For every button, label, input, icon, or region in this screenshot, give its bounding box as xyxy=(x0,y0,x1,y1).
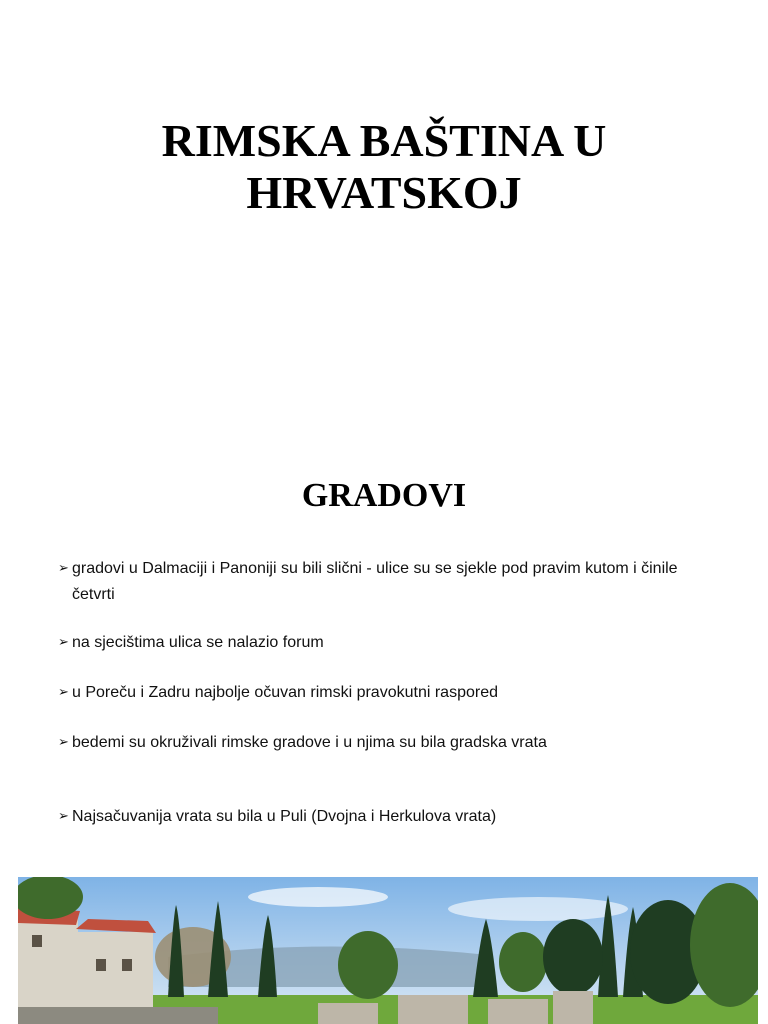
tree xyxy=(338,931,398,999)
road xyxy=(18,1007,218,1024)
ruin-wall xyxy=(318,1003,378,1024)
bullet-text: Najsačuvanija vrata su bila u Puli (Dvojna i Herkulova vrata) xyxy=(72,808,497,825)
bullet-item xyxy=(58,804,708,830)
stone-house xyxy=(78,932,153,1007)
ruin-wall xyxy=(488,999,548,1024)
bullet-item xyxy=(58,556,708,608)
arrow-bullet-icon: ➢ xyxy=(58,561,69,576)
tree xyxy=(543,919,603,995)
slide-title: RIMSKA BAŠTINA U HRVATSKOJ xyxy=(161,115,607,218)
cloud xyxy=(448,897,628,921)
ruin-wall xyxy=(553,991,593,1024)
bullet-item xyxy=(58,680,708,706)
arrow-bullet-icon: ➢ xyxy=(58,685,69,700)
window xyxy=(122,959,132,971)
bullet-text: u Poreču i Zadru najbolje očuvan rimski pravokutni raspored xyxy=(72,684,498,701)
bullet-item xyxy=(58,630,708,656)
ruin-wall xyxy=(398,995,468,1024)
bullet-text: gradovi u Dalmaciji i Panoniji su bili slični - ulice su se sjekle pod pravim kutom i činile četvrti xyxy=(72,560,678,603)
cloud xyxy=(248,887,388,907)
landscape-illustration xyxy=(18,877,758,1024)
window xyxy=(32,935,42,947)
window xyxy=(96,959,106,971)
section-title: GRADOVI xyxy=(301,477,467,514)
stone-house xyxy=(18,917,78,1007)
bullet-text: na sjecištima ulica se nalazio forum xyxy=(72,634,324,651)
bullet-text: bedemi su okruživali rimske gradove i u njima su bila gradska vrata xyxy=(72,734,547,751)
arrow-bullet-icon: ➢ xyxy=(58,635,69,650)
arrow-bullet-icon: ➢ xyxy=(58,809,69,824)
arrow-bullet-icon: ➢ xyxy=(58,735,69,750)
tree xyxy=(499,932,547,992)
bullet-item xyxy=(58,730,708,756)
roman-ruins-photo xyxy=(18,877,758,1024)
